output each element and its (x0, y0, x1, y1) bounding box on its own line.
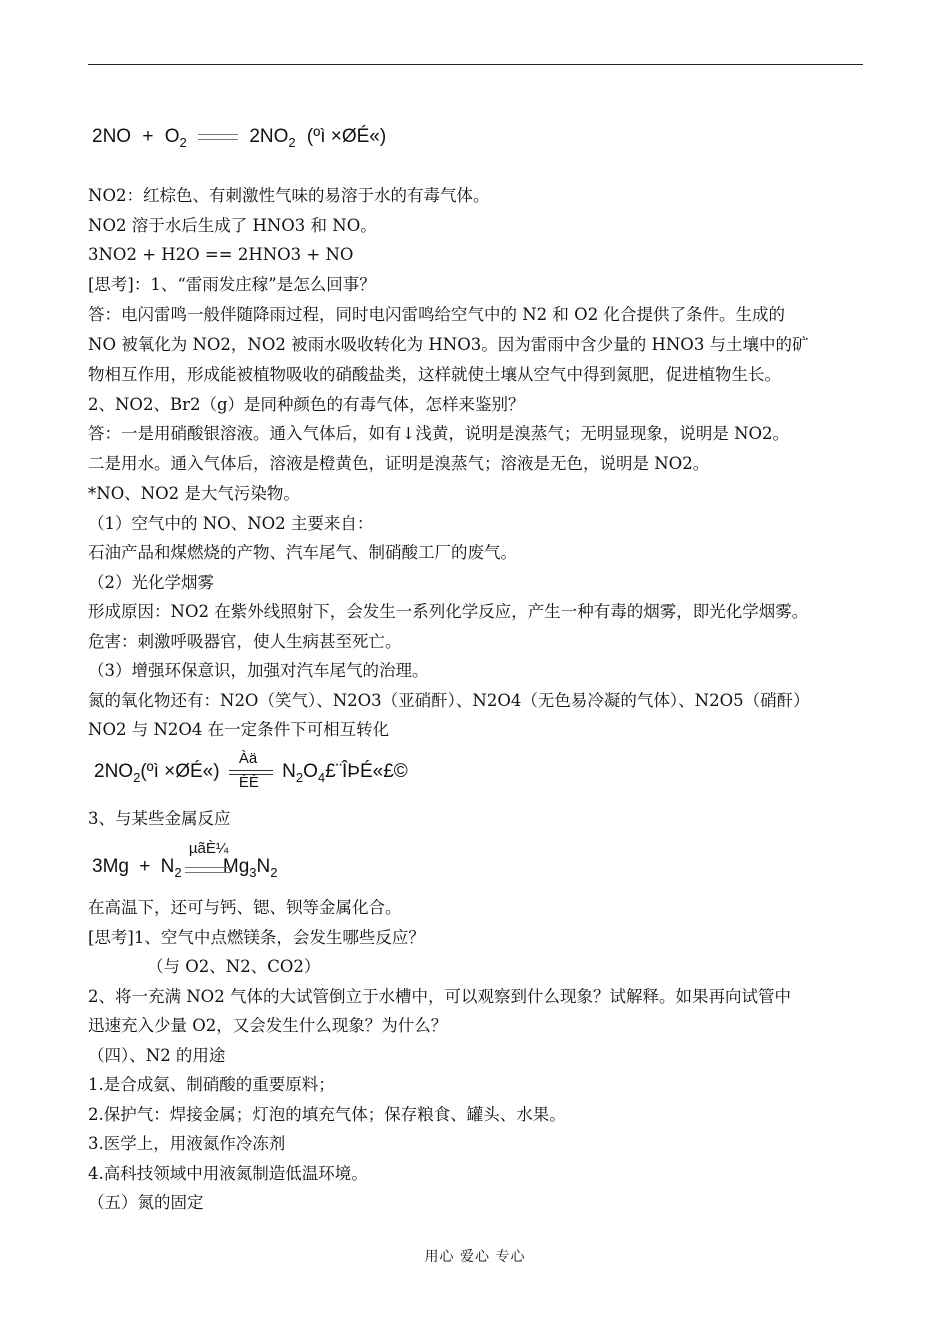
text-line-3: 3NO2 + H2O == 2HNO3 + NO (88, 245, 354, 264)
text-line-4: [思考]：1、“雷雨发庄稼”是怎么回事？ (88, 275, 376, 294)
text-line-22: [思考]1、空气中点燃镁条，会发生哪些反应？ (88, 928, 425, 947)
text-line-6: NO 被氧化为 NO2，NO2 被雨水吸收转化为 HNO3。因为雷雨中含少量的 HNO3 与土壤中的矿 (88, 335, 809, 354)
text-line-19: NO2 与 N2O4 在一定条件下可相互转化 (88, 720, 390, 739)
text-line-28: 2.保护气：焊接金属；灯泡的填充气体；保存粮食、罐头、水果。 (88, 1105, 566, 1124)
text-line-8: 2、NO2、Br2（g）是同种颜色的有毒气体，怎样来鉴别？ (88, 395, 525, 414)
eq3-reactant-n: N (160, 856, 175, 878)
text-line-7: 物相互作用，形成能被植物吸收的硝酸盐类，这样就使土壤从空气中得到氮肥，促进植物生长。 (88, 365, 781, 384)
text-line-12: （1）空气中的 NO、NO2 主要来自： (88, 514, 374, 533)
eq2-condition-bottom: ÈÈ (238, 774, 259, 791)
header-rule (88, 64, 863, 65)
eq3-condition: µãÈ¼ (188, 840, 229, 857)
eq1-equals-sign (198, 134, 238, 140)
eq2-product-sub1: 2 (295, 770, 304, 786)
eq1-note: (ºì ×ØÉ«) (306, 126, 387, 147)
eq2-product-note: £¨ÎÞÉ«£© (325, 761, 408, 783)
eq1-reactant-o-sub: 2 (179, 135, 187, 150)
eq3-product-n-sub: 2 (270, 865, 278, 881)
text-line-5: 答：电闪雷鸣一般伴随降雨过程，同时电闪雷鸣给空气中的 N2 和 O2 化合提供了条件。生成的 (88, 305, 785, 324)
eq1-product-sub: 2 (288, 135, 296, 150)
text-line-23: （与 O2、N2、CO2） (147, 957, 321, 976)
text-line-18: 氮的氧化物还有：N2O（笑气）、N2O3（亚硝酐）、N2O4（无色易冷凝的气体）、N2O5（硝酐） (88, 691, 810, 710)
eq3-product-mg-sub: 3 (249, 865, 257, 881)
text-line-24: 2、将一充满 NO2 气体的大试管倒立于水槽中，可以观察到什么现象？试解释。如果再向试管中 (88, 987, 791, 1006)
eq1-plus: + (142, 126, 154, 147)
eq3-reactant-n-sub: 2 (174, 865, 182, 881)
eq2-product-sub2: 4 (317, 770, 326, 786)
text-line-29: 3.医学上，用液氮作冷冻剂 (88, 1134, 286, 1153)
equation-no2-n2o4 (94, 752, 408, 792)
text-line-10: 二是用水。通入气体后，溶液是橙黄色，证明是溴蒸气；溶液是无色，说明是 NO2。 (88, 454, 710, 473)
page-footer: 用心 爱心 专心 (424, 1249, 526, 1265)
eq1-reactant-o: O (164, 126, 180, 147)
equation-mg-n2 (92, 840, 278, 882)
eq3-condition-equals (181, 840, 233, 882)
text-line-27: 1.是合成氨、制硝酸的重要原料； (88, 1075, 335, 1094)
text-line-9: 答：一是用硝酸银溶液。通入气体后，如有↓浅黄，说明是溴蒸气；无明显现象，说明是 NO2。 (88, 424, 790, 443)
text-line-2: NO2 溶于水后生成了 HNO3 和 NO。 (88, 216, 377, 235)
eq2-reactant-sub: 2 (133, 770, 141, 786)
eq2-reversible-arrow (225, 752, 277, 792)
text-line-13: 石油产品和煤燃烧的产物、汽车尾气、制硝酸工厂的废气。 (88, 543, 517, 562)
eq2-product: N (282, 761, 296, 783)
text-line-17: （3）增强环保意识，加强对汽车尾气的治理。 (88, 661, 429, 680)
equation-no-oxidation (92, 126, 386, 150)
eq1-product: 2NO (249, 126, 289, 147)
eq3-product-mg: Mg (222, 856, 250, 878)
text-line-15: 形成原因：NO2 在紫外线照射下，会发生一系列化学反应，产生一种有毒的烟雾，即光化学烟雾。 (88, 602, 809, 621)
eq1-reactant-no: 2NO (92, 126, 132, 147)
eq2-product-mid: O (303, 761, 318, 783)
eq2-condition-top: Àä (238, 750, 258, 767)
eq3-product-n: N (256, 856, 271, 878)
eq3-plus: + (139, 856, 151, 878)
text-line-25: 迅速充入少量 O2，又会发生什么现象？为什么？ (88, 1016, 448, 1035)
eq2-reactant-note: (ºì ×ØÉ«) (140, 761, 220, 783)
eq2-reactant: 2NO (94, 761, 134, 783)
text-line-26: （四）、N2 的用途 (88, 1046, 226, 1065)
text-line-21: 在高温下，还可与钙、锶、钡等金属化合。 (88, 898, 402, 917)
text-line-31: （五）氮的固定 (88, 1193, 204, 1212)
text-line-1: NO2：红棕色、有刺激性气味的易溶于水的有毒气体。 (88, 186, 490, 205)
eq3-reactant-mg: 3Mg (92, 856, 129, 878)
text-line-11: *NO、NO2 是大气污染物。 (88, 484, 300, 503)
text-line-30: 4.高科技领域中用液氮制造低温环境。 (88, 1164, 368, 1183)
text-line-14: （2）光化学烟雾 (88, 573, 214, 592)
text-line-20: 3、与某些金属反应 (88, 809, 231, 828)
text-line-16: 危害：刺激呼吸器官，使人生病甚至死亡。 (88, 632, 402, 651)
